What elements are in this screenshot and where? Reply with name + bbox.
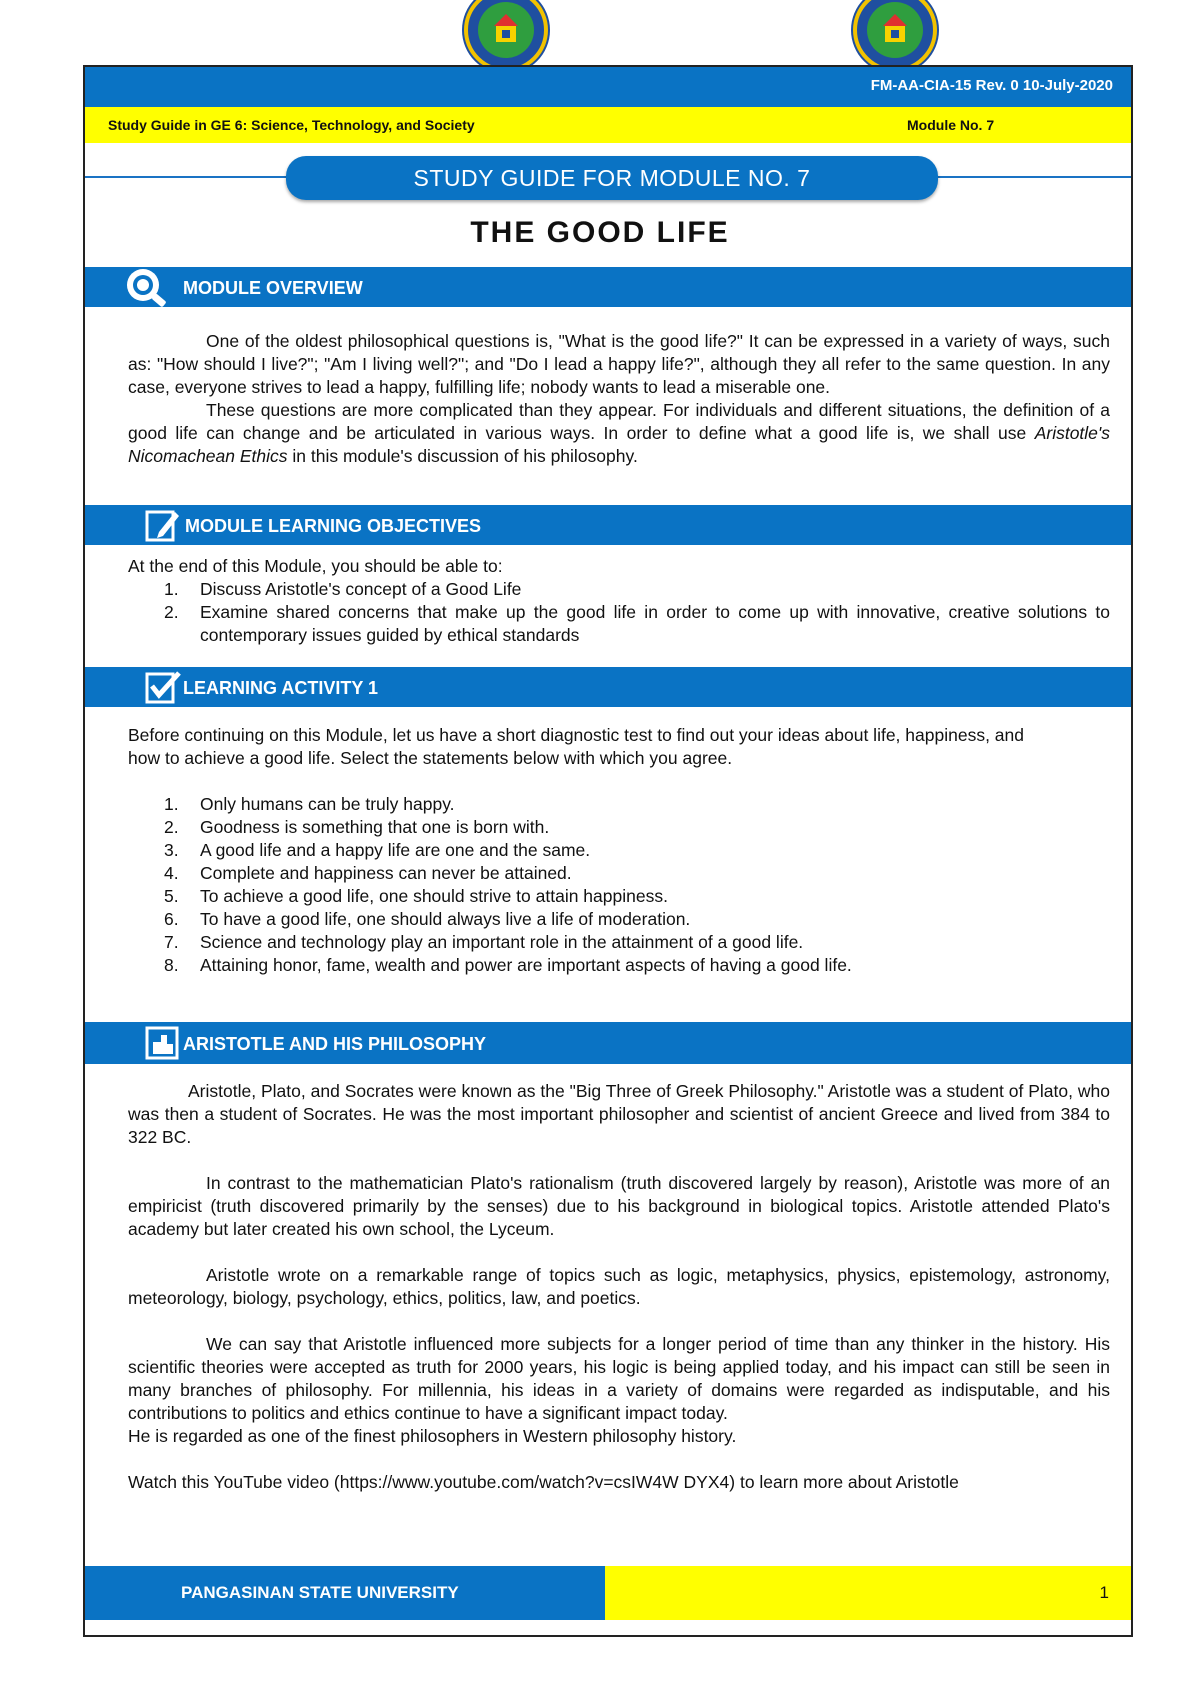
list-item: 1. Only humans can be truly happy.	[164, 794, 455, 814]
module-number: Module No. 7	[907, 117, 995, 133]
statement-text: Complete and happiness can never be attained.	[200, 863, 572, 883]
university-name: PANGASINAN STATE UNIVERSITY	[181, 1583, 459, 1602]
activity-intro: Before continuing on this Module, let us have a short diagnostic test to find out your ideas about life, happiness, and how to achieve a good life. Select the statements below with which you agree.	[128, 725, 1024, 768]
overview-paragraph-2	[128, 399, 1110, 468]
study-guide-banner: STUDY GUIDE FOR MODULE NO. 7	[286, 156, 938, 200]
list-item: 2. Examine shared concerns that make up the good life in order to come up with innovative, creative solutions to contemporary issues guided by ethical standards	[164, 602, 1110, 645]
overview-paragraph-1: One of the oldest philosophical questions is, "What is the good life?" It can be expressed in a variety of ways, such as: "How should I live?"; "Am I living well?"; and "Do I lead a happy life?", although they all refer to the same question. In any case, everyone strives to lead a happy, fulfilling life; nobody wants to lead a miserable one.	[128, 331, 1110, 397]
section-heading: MODULE LEARNING OBJECTIVES	[185, 516, 482, 536]
statement-text: To achieve a good life, one should strive to attain happiness.	[200, 886, 668, 906]
aristotle-paragraph-5: He is regarded as one of the finest philosophers in Western philosophy history.	[128, 1426, 737, 1446]
page-title: THE GOOD LIFE	[470, 216, 730, 249]
statement-text: A good life and a happy life are one and the same.	[200, 840, 591, 860]
statement-text: Goodness is something that one is born with.	[200, 817, 550, 837]
nicomachean-ethics-title: Aristotle's Nicomachean Ethics	[128, 423, 1110, 466]
course-bar	[85, 107, 1131, 143]
overview-text	[128, 330, 1110, 468]
section-heading: ARISTOTLE AND HIS PHILOSOPHY	[183, 1034, 487, 1054]
university-seal-left	[458, 0, 554, 66]
page-number: 1	[1099, 1583, 1109, 1602]
list-item: 1. Discuss Aristotle's concept of a Good Life	[164, 579, 522, 599]
document-icon	[145, 1026, 181, 1065]
youtube-reference: Watch this YouTube video (https://www.youtube.com/watch?v=csIW4W DYX4) to learn more about Aristotle	[128, 1472, 959, 1492]
magnifier-icon	[123, 265, 173, 314]
list-item: 3. A good life and a happy life are one and the same.	[164, 840, 591, 860]
footer-university-bar	[85, 1566, 605, 1620]
section-header-aristotle	[85, 1022, 1131, 1064]
overview-p2-text: These questions are more complicated than they appear. For individuals and different situations, the definition of a good life can change and be articulated in various ways. In order to define what a good life is, we shall use	[128, 400, 1110, 443]
list-item: 5. To achieve a good life, one should strive to attain happiness.	[164, 886, 668, 906]
aristotle-text	[128, 1080, 1110, 1494]
aristotle-paragraph-4: We can say that Aristotle influenced more subjects for a longer period of time than any thinker in the history. His scientific theories were accepted as truth for 2000 years, his logic is being applied today, and his impact can still be seen in many branches of philosophy. For millennia, his ideas in a variety of domains were regarded as indisputable, and his contributions to politics and ethics continue to have a significant impact today.	[128, 1334, 1110, 1423]
section-header-overview	[85, 267, 1131, 307]
footer-page-bar	[605, 1566, 1131, 1620]
activity-statements	[128, 793, 1110, 977]
objectives-intro: At the end of this Module, you should be able to:	[128, 556, 503, 576]
section-heading: LEARNING ACTIVITY 1	[183, 678, 379, 698]
list-item: 7. Science and technology play an important role in the attainment of a good life.	[164, 932, 804, 952]
objective-text: Examine shared concerns that make up the good life in order to come up with innovative, creative solutions to contemporary issues guided by ethical standards	[200, 602, 1110, 645]
list-item: 8. Attaining honor, fame, wealth and power are important aspects of having a good life.	[164, 955, 852, 975]
aristotle-paragraph-3: Aristotle wrote on a remarkable range of topics such as logic, metaphysics, physics, epistemology, astronomy, meteorology, biology, psychology, ethics, politics, law, and poetics.	[128, 1265, 1110, 1308]
list-item: 4. Complete and happiness can never be attained.	[164, 863, 572, 883]
activity-text	[128, 724, 1110, 977]
section-header-objectives	[85, 505, 1131, 545]
statement-text: Only humans can be truly happy.	[200, 794, 455, 814]
objectives-text	[128, 555, 1110, 647]
header-bar	[85, 67, 1131, 107]
aristotle-paragraph-1: Aristotle, Plato, and Socrates were known as the "Big Three of Greek Philosophy." Aristotle was a student of Plato, who was then a student of Socrates. He was the most important philosopher and scientist of ancient Greece and lived from 384 to 322 BC.	[128, 1081, 1110, 1147]
university-seal-right	[847, 0, 943, 66]
statement-text: To have a good life, one should always live a life of moderation.	[200, 909, 691, 929]
course-title: Study Guide in GE 6: Science, Technology, and Society	[108, 117, 475, 133]
overview-p2-end: in this module's discussion of his philosophy.	[287, 446, 638, 466]
aristotle-paragraph-2: In contrast to the mathematician Plato's rationalism (truth discovered largely by reason), Aristotle was more of an empiricist (truth discovered primarily by the senses) due to his background in biological topics. Aristotle attended Plato's academy but later created his own school, the Lyceum.	[128, 1173, 1110, 1239]
checkbox-icon	[145, 670, 181, 709]
statement-text: Science and technology play an important role in the attainment of a good life.	[200, 932, 804, 952]
section-heading: MODULE OVERVIEW	[183, 278, 363, 298]
objectives-list	[128, 578, 1110, 647]
statement-text: Attaining honor, fame, wealth and power are important aspects of having a good life.	[200, 955, 852, 975]
pencil-icon	[145, 508, 179, 547]
objective-text: Discuss Aristotle's concept of a Good Life	[200, 579, 522, 599]
section-header-activity	[85, 667, 1131, 707]
form-code: FM-AA-CIA-15 Rev. 0 10-July-2020	[870, 77, 1113, 94]
list-item: 2. Goodness is something that one is born with.	[164, 817, 550, 837]
list-item: 6. To have a good life, one should always live a life of moderation.	[164, 909, 691, 929]
